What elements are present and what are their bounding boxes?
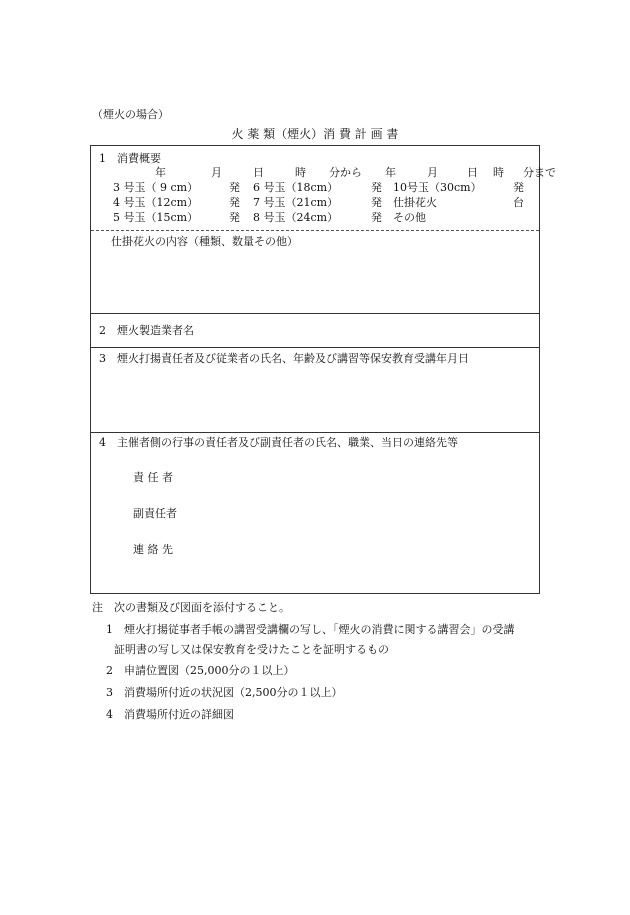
- shell-size-label: 7 号玉（21cm）: [253, 196, 339, 209]
- count-unit: 発: [229, 181, 240, 194]
- shell-size-label: 6 号玉（18cm）: [253, 181, 339, 194]
- count-unit: 発: [229, 211, 240, 224]
- date-unit: 時: [295, 166, 306, 179]
- date-unit: 年: [155, 166, 166, 179]
- row-divider: [91, 432, 539, 433]
- date-unit: 月: [211, 166, 222, 179]
- section1-heading: 1 消費概要: [99, 152, 161, 165]
- count-unit: 発: [229, 196, 240, 209]
- date-unit: 日: [467, 166, 478, 179]
- shell-size-label: 10号玉（30cm）: [393, 181, 482, 194]
- count-unit: 発: [513, 181, 524, 194]
- date-unit: 年: [385, 166, 396, 179]
- section2-heading: 2 煙火製造業者名: [99, 324, 194, 337]
- display-fireworks-contents-label: 仕掛花火の内容（種類、数量その他）: [111, 235, 298, 248]
- shell-size-label: 8 号玉（24cm）: [253, 211, 339, 224]
- note-item: 3 消費場所付近の状況図（2,500分の１以上）: [106, 686, 343, 699]
- shell-size-label: 4 号玉（12cm）: [113, 196, 199, 209]
- count-unit: 発: [371, 196, 382, 209]
- deputy-responsible-label: 副責任者: [133, 507, 177, 520]
- shell-size-label: その他: [393, 211, 426, 224]
- shell-size-label: 仕掛花火: [393, 196, 437, 209]
- count-unit: 発: [371, 211, 382, 224]
- date-unit: 分まで: [523, 166, 556, 179]
- date-unit: 月: [427, 166, 438, 179]
- shell-size-label: 5 号玉（15cm）: [113, 211, 199, 224]
- notes-heading: 注 次の書類及び図面を添付すること。: [92, 601, 290, 614]
- document-title: 火 薬 類（煙火）消 費 計 画 書: [231, 127, 399, 141]
- note-item: 2 申請位置図（25,000分の１以上）: [106, 664, 295, 677]
- note-item: 4 消費場所付近の詳細図: [106, 708, 234, 721]
- date-unit: 時: [493, 166, 504, 179]
- shell-size-label: 3 号玉（ 9 cm）: [113, 181, 199, 194]
- row-divider: [91, 313, 539, 314]
- row-divider: [91, 347, 539, 348]
- case-label: （煙火の場合）: [92, 108, 169, 121]
- contact-label: 連 絡 先: [133, 543, 173, 556]
- dashed-divider: [91, 230, 539, 231]
- note-item: 1 煙火打揚従事者手帳の講習受講欄の写し、「煙火の消費に関する講習会」の受講: [106, 623, 515, 636]
- note-item-continuation: 証明書の写し又は保安教育を受けたことを証明するもの: [114, 643, 389, 656]
- date-unit: 分から: [329, 166, 362, 179]
- count-unit: 台: [513, 196, 524, 209]
- section3-heading: 3 煙火打揚責任者及び従業者の氏名、年齢及び講習等保安教育受講年月日: [99, 352, 469, 365]
- count-unit: 発: [371, 181, 382, 194]
- plan-form-table: [90, 145, 556, 594]
- responsible-person-label: 責 任 者: [133, 471, 173, 484]
- date-unit: 日: [253, 166, 264, 179]
- section4-heading: 4 主催者側の行事の責任者及び副責任者の氏名、職業、当日の連絡先等: [99, 436, 458, 449]
